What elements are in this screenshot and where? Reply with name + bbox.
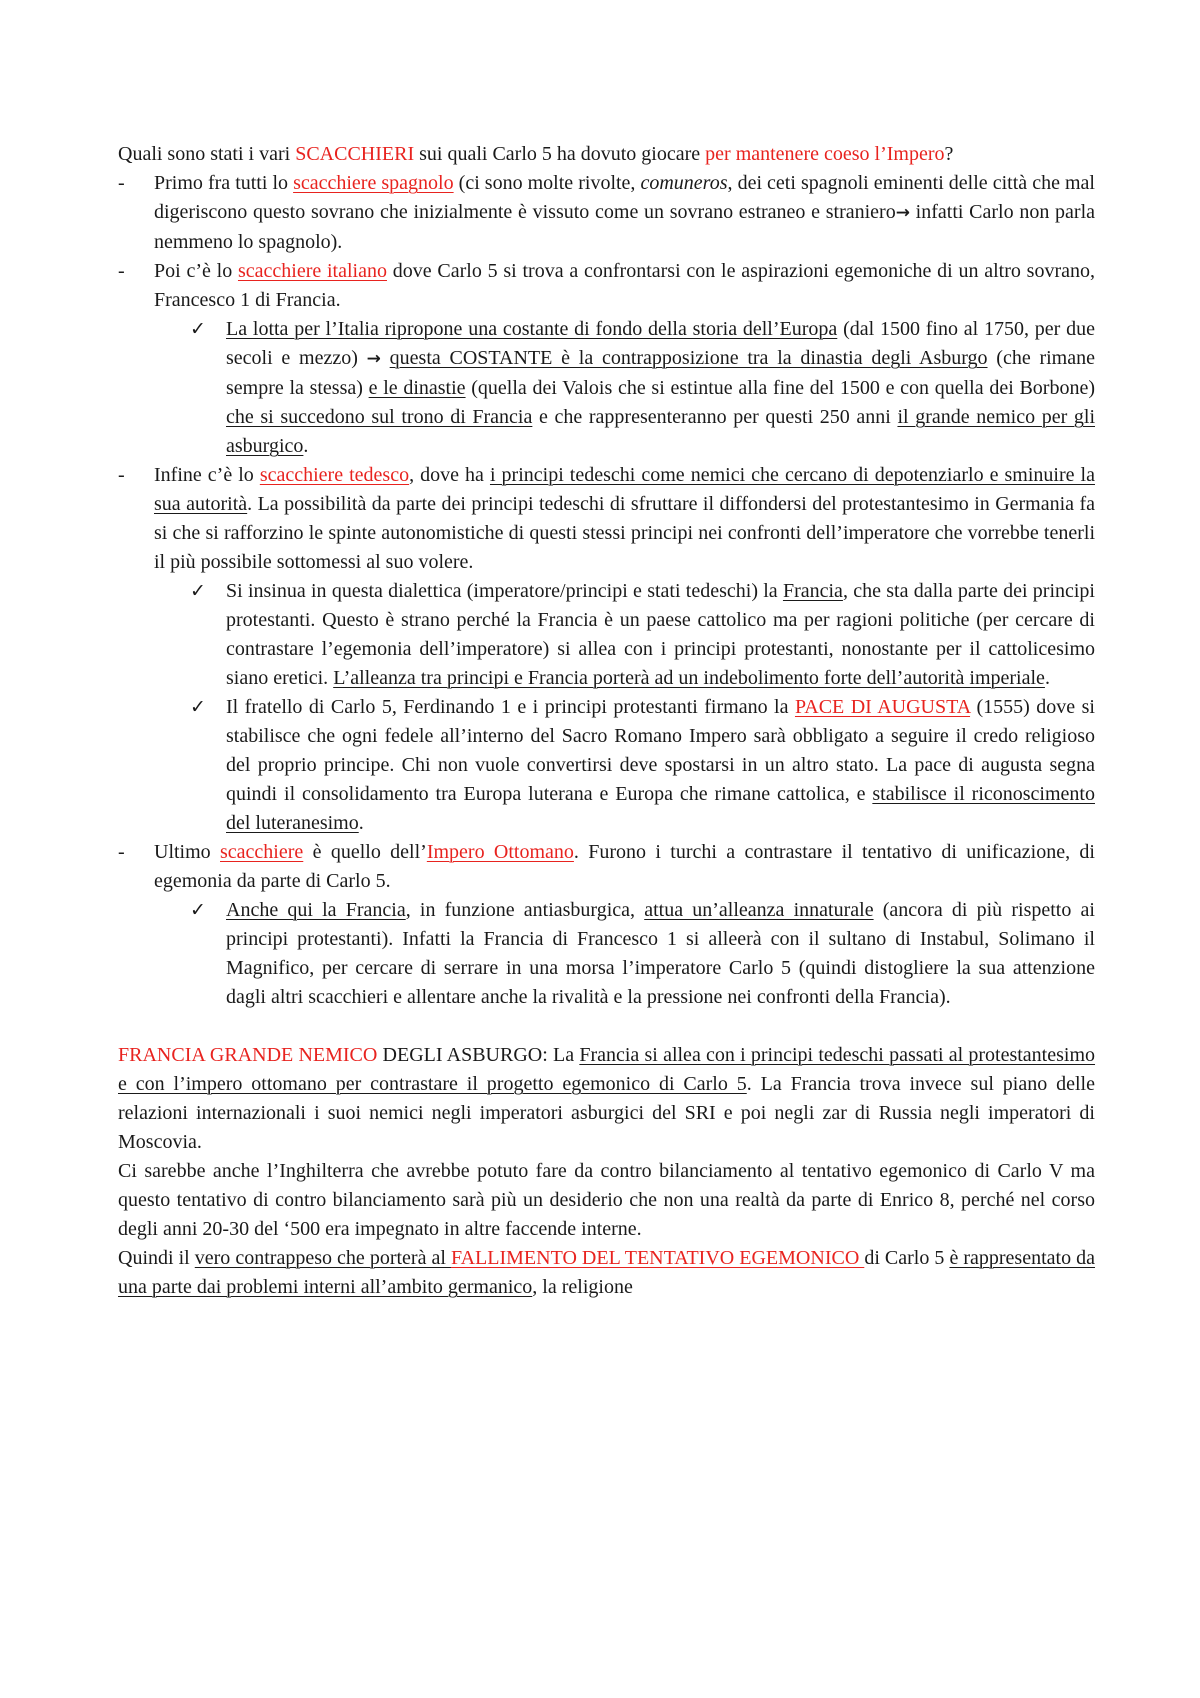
paragraph-counterweight: Quindi il vero contrappeso che porterà al FALLIMENTO DEL TENTATIVO EGEMONICO di Carlo 5 è rappresentato da una parte dai problemi interni all’ambito germanico, la religione (118, 1247, 1095, 1298)
list-item-spanish-board: - Primo fra tutti lo scacchiere spagnolo (ci sono molte rivolte, comuneros, dei ceti spagnoli eminenti delle città che mal digeriscono questo sovrano che inizialmente è vissuto come un sovrano estraneo e straniero→ infatti Carlo non parla nemmeno lo spagnolo). (118, 169, 1095, 257)
list-item-german-board: - Infine c’è lo scacchiere tedesco, dove ha i principi tedeschi come nemici che cercano di depotenziarlo e sminuire la sua autorità. La possibilità da parte dei principi tedeschi di sfruttare il diffondersi del protestantesimo in Germania fa si che si rafforzino le spinte autonomistiche di questi stessi principi nei confronti dell’imperatore che vorrebbe tenerli il più possibile sottomessi al suo volere. (118, 461, 1095, 577)
text: ? (944, 143, 954, 165)
paragraph-england: Ci sarebbe anche l’Inghilterra che avrebbe potuto fare da contro bilanciamento al tentativo egemonico di Carlo V ma questo tentativo di contro bilanciamento sarà più un desiderio che non una realtà da parte di Enrico 8, perché nel corso degli anni 20-30 del ‘500 era impegnato in altre faccende interne. (118, 1160, 1095, 1240)
paragraph-france-enemy: FRANCIA GRANDE NEMICO DEGLI ASBURGO: La Francia si allea con i principi tedeschi passati al protestantesimo e con l’impero ottomano per contrastare il progetto egemonico di Carlo 5. La Francia trova invece sul piano delle relazioni internazionali i suoi nemici negli imperatori asburgici del SRI e poi negli zar di Russia negli imperatori di Moscovia. (118, 1044, 1096, 1153)
check-item-france-dialectic: ✓ Si insinua in questa dialettica (imperatore/principi e stati tedeschi) la Francia, che sta dalla parte dei principi protestanti. Questo è strano perché la Francia è un paese cattolico ma per ragioni politiche (per cercare di contrastare l’egemonia dell’imperatore) si allea con i principi protestanti, nonostante per il cattolicesimo siano eretici. L’alleanza tra principi e Francia porterà ad un indebolimento forte dell’autorità imperiale. (118, 577, 1095, 693)
dash-bullet: - (118, 841, 125, 863)
italic-term: comuneros (640, 172, 728, 194)
highlight-red: FRANCIA GRANDE NEMICO (118, 1044, 378, 1066)
highlight-red: scacchiere italiano (237, 260, 387, 282)
highlight-red: PACE DI AUGUSTA (794, 696, 971, 718)
highlight-red: FALLIMENTO DEL TENTATIVO EGEMONICO (450, 1247, 865, 1269)
highlight-red: Impero Ottomano (426, 841, 574, 863)
highlight-red: SCACCHIERI (295, 143, 415, 165)
arrow-icon: → (895, 203, 910, 223)
arrow-icon: → (366, 349, 381, 369)
check-icon: ✓ (190, 580, 206, 602)
check-item-italy-struggle: ✓ La lotta per l’Italia ripropone una costante di fondo della storia dell’Europa (dal 1500 fino al 1750, per due secoli e mezzo) → questa COSTANTE è la contrapposizione tra la dinastia degli Asburgo (che rimane sempre la stessa) e le dinastie (quella dei Valois che si estintue alla fine del 1500 e con quella dei Borbone) che si succedono sul trono di Francia e che rappresenteranno per questi 250 anni il grande nemico per gli asburgico. (118, 315, 1095, 461)
highlight-red: scacchiere tedesco (259, 464, 410, 486)
highlight-red: per mantenere coeso l’Impero (705, 143, 945, 165)
list-item-ottoman-board: - Ultimo scacchiere è quello dell’Impero Ottomano. Furono i turchi a contrastare il tentativo di unificazione, di egemonia da parte di Carlo 5. (118, 838, 1095, 896)
highlight-red: scacchiere spagnolo (293, 172, 454, 194)
check-item-unnatural-alliance: ✓ Anche qui la Francia, in funzione antiasburgica, attua un’alleanza innaturale (ancora di più rispetto ai principi protestanti). Infatti la Francia di Francesco 1 si alleerà con il sultano di Instabul, Solimano il Magnifico, per cercare di serrare in una morsa l’imperatore Carlo 5 (quindi distogliere la sua attenzione dagli altri scacchieri e allentare anche la rivalità e la pressione nei confronti della Francia). (118, 896, 1095, 1012)
text: Quali sono stati i vari (118, 143, 296, 165)
intro-question (118, 140, 1095, 169)
paragraph-gap (118, 1012, 1095, 1041)
list-item-italian-board: - Poi c’è lo scacchiere italiano dove Carlo 5 si trova a confrontarsi con le aspirazioni egemoniche di un altro sovrano, Francesco 1 di Francia. (118, 257, 1095, 315)
check-icon: ✓ (190, 696, 206, 718)
check-item-peace-of-augsburg: ✓ Il fratello di Carlo 5, Ferdinando 1 e i principi protestanti firmano la PACE DI AUGUSTA (1555) dove si stabilisce che ogni fedele all’interno del Sacro Romano Impero sarà obbligato a seguire il credo religioso del proprio principe. Chi non vuole convertirsi deve spostarsi in un altro stato. La pace di augusta segna quindi il consolidamento tra Europa luterana e Europa che rimane cattolica, e stabilisce il riconoscimento del luteranesimo. (118, 693, 1095, 838)
highlight-red: scacchiere (220, 841, 304, 863)
dash-bullet: - (118, 172, 125, 194)
text: sui quali Carlo 5 ha dovuto giocare (414, 143, 706, 165)
check-icon: ✓ (190, 899, 206, 921)
check-icon: ✓ (190, 318, 206, 340)
dash-bullet: - (118, 464, 125, 486)
dash-bullet: - (118, 260, 125, 282)
